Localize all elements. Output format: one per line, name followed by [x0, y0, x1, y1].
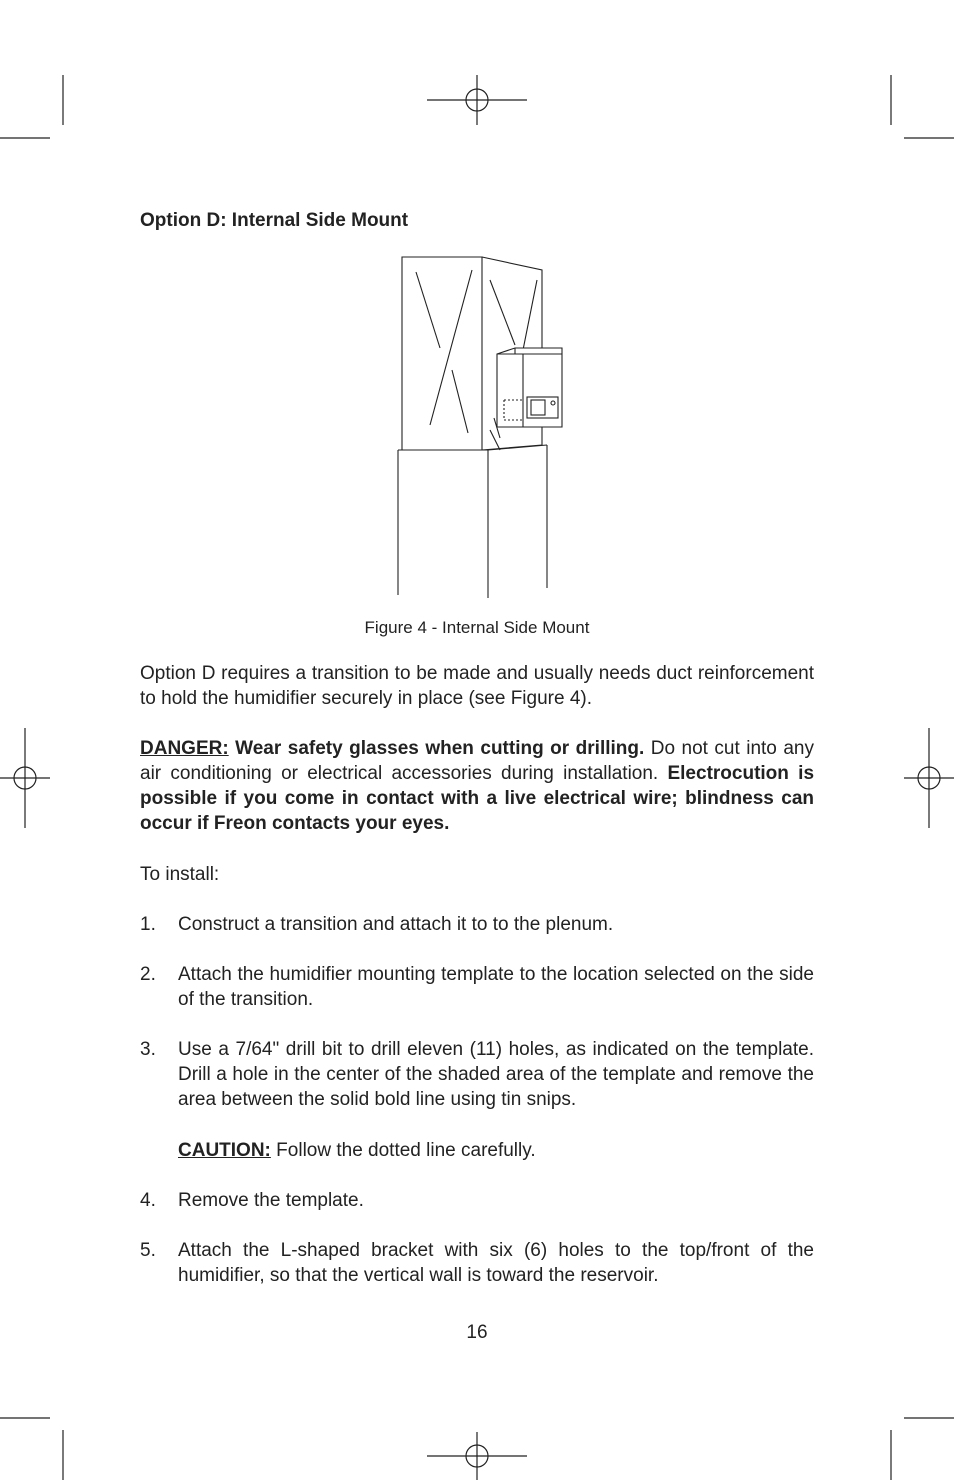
step-text: Use a 7/64" drill bit to drill eleven (11) holes, as indicated on the template. Drill a hole in the center of the shaded area of the template and remove the area between the solid bold line using tin snips. [178, 1039, 814, 1110]
caution-label: CAUTION: [178, 1140, 271, 1161]
to-install-label: To install: [140, 864, 220, 885]
section-heading: Option D: Internal Side Mount [140, 210, 409, 231]
step-5 [140, 1238, 814, 1288]
step-number: 2. [140, 964, 156, 985]
page-number: 16 [466, 1322, 488, 1343]
danger-body: Do not cut into any air conditioning or electrical accessories during installation. [140, 738, 814, 784]
danger-paragraph [140, 736, 814, 836]
step-number: 4. [140, 1190, 156, 1211]
internal-side-mount-illustration [390, 250, 570, 600]
intro-paragraph: Option D requires a transition to be made and usually needs duct reinforcement to hold the humidifier securely in place (see Figure 4). [140, 663, 814, 709]
caution-note [178, 1138, 536, 1163]
step-number: 5. [140, 1240, 156, 1261]
caution-text: Follow the dotted line carefully. [270, 1140, 536, 1161]
step-number: 1. [140, 914, 156, 935]
step-text: Remove the template. [178, 1190, 364, 1211]
step-3 [140, 1037, 814, 1112]
step-text: Attach the L-shaped bracket with six (6) holes to the top/front of the humidifier, so that the vertical wall is toward the reservoir. [178, 1240, 814, 1286]
danger-lead: Wear safety glasses when cutting or drilling. [228, 738, 645, 759]
step-text: Attach the humidifier mounting template to the location selected on the side of the transition. [178, 964, 814, 1010]
danger-tail: Electrocution is possible if you come in contact with a live electrical wire; blindness can occur if Freon contacts your eyes. [140, 763, 815, 834]
step-1 [140, 912, 814, 937]
step-number: 3. [140, 1039, 156, 1060]
danger-label: DANGER: [140, 738, 229, 759]
figure-caption: Figure 4 - Internal Side Mount [364, 618, 590, 637]
step-text: Construct a transition and attach it to to the plenum. [178, 914, 614, 935]
step-2 [140, 962, 814, 1012]
step-4 [140, 1188, 814, 1213]
